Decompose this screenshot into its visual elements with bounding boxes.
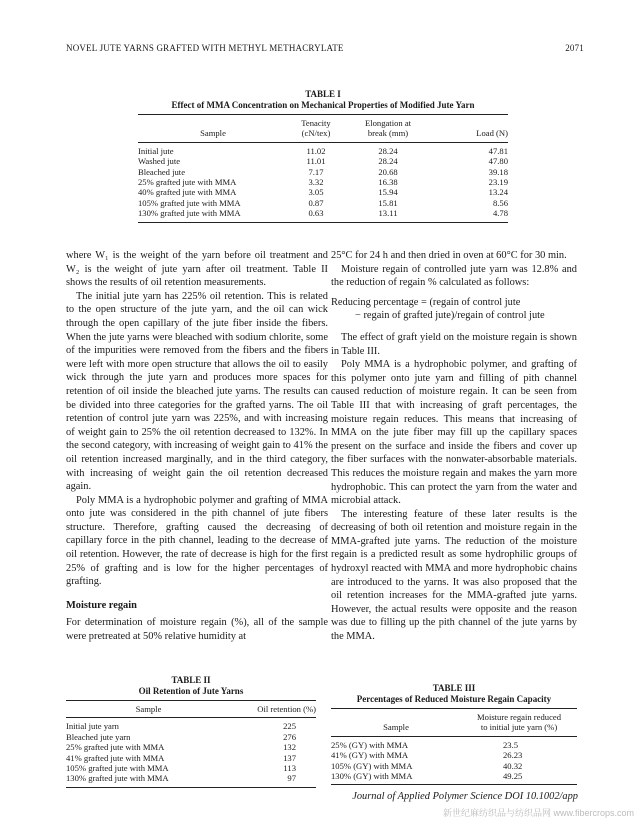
table-3-title: Percentages of Reduced Moisture Regain Capacity	[356, 694, 552, 704]
table-row: 105% grafted jute with MMA 113	[66, 763, 296, 774]
page-number: 2071	[565, 43, 584, 53]
left-paragraph-1: where W₁ is the weight of the yarn before oil treatment and W₂ is the weight of jute yarn after oil treatment. Table II shows the results of oil retention measurements.	[66, 250, 328, 289]
table-1-header-elongation-1: Elongation at	[364, 118, 412, 128]
table-3-grid	[331, 708, 577, 785]
table-row: 40% grafted jute with MMA 3.05 15.94 13.24	[138, 187, 508, 198]
table-3-header-value-1: Moisture regain reduced	[477, 712, 561, 722]
table-3-label: TABLE III	[432, 683, 476, 693]
table-1-header-tenacity-2: (cN/tex)	[301, 128, 331, 139]
table-row: Bleached jute 7.17 20.68 39.18	[138, 166, 508, 177]
table-2-label: TABLE II	[171, 675, 211, 685]
left-column	[66, 249, 328, 644]
table-3-header-sample: Sample	[383, 722, 409, 733]
table-2-header-value: Oil retention (%)	[257, 704, 316, 714]
running-header-title: NOVEL JUTE YARNS GRAFTED WITH METHYL METHACRYLATE	[66, 43, 344, 53]
table-row: 41% (GY) with MMA 26.23	[331, 750, 523, 761]
table-1-body	[138, 142, 508, 222]
section-heading-moisture-regain: Moisture regain	[66, 599, 137, 611]
table-1-header-elongation-2: break (mm)	[367, 128, 409, 139]
table-row: 105% (GY) with MMA 40.32	[331, 760, 523, 771]
table-1-header-load: Load (N)	[476, 128, 508, 139]
journal-footer: Journal of Applied Polymer Science DOI 10.1002/app	[352, 791, 578, 802]
table-row: 130% grafted jute with MMA 97	[66, 773, 316, 787]
right-paragraph-5: The interesting feature of these later results is the decreasing of both oil retention and moisture regain in the MMA-grafted jute yarns. The reduction of the moisture regain is a predicted result as some hydrophilic groups of hydroxyl reacted with MMA and more hydrophobic chains are introduced to the yarns. It was also proposed that the oil retention increases for the MMA-grafted jute yarns. However, the actual results were opposite and the reason was due to filling up the pith channel of the jute yarns by the MMA.	[331, 508, 577, 643]
equation-line-2: − regain of grafted jute)/regain of control jute	[355, 310, 545, 322]
table-row: 130% (GY) with MMA 49.25	[331, 771, 577, 785]
left-paragraph-4: For determination of moisture regain (%), all of the sample were pretreated at 50% relative humidity at	[66, 617, 328, 643]
table-row: 105% grafted jute with MMA 0.87 15.81 8.56	[138, 197, 508, 208]
table-row: 130% grafted jute with MMA 0.63 13.11 4.78	[138, 208, 508, 222]
table-2-header-sample: Sample	[135, 704, 162, 714]
right-paragraph-2: Moisture regain of controlled jute yarn was 12.8% and the reduction of regain % calculated as follows:	[331, 263, 577, 289]
table-3-body	[331, 736, 577, 785]
table-2-body	[66, 718, 316, 787]
table-2-title: Oil Retention of Jute Yarns	[138, 686, 244, 696]
table-row: Washed jute 11.01 28.24 47.80	[138, 156, 508, 167]
table-row: 41% grafted jute with MMA 137	[66, 752, 296, 763]
left-paragraph-2: The initial jute yarn has 225% oil retention. This is related to the open structure of the jute yarn, and the oil can wick through the open capillary of the jute fiber inside the fibers. When the jute yarns were bleached with sodium chlorite, some of the impurities were removed from the fibers and the fibers were left with more open structure that allows the oil to easily wick through the jute yarn and produces more spaces for retention of oil inside the bleached jute yarns. The results can be divided into three categories for the grafted yarns. The oil retention of control jute yarn was 225%, and with increasing of weight gain to 25% the oil retention decreased to 132%. In the second category, with increasing of weight gain to 41% the oil retention increased marginally, and in the third category, with increasing of weight gain the oil retention decreased again.	[66, 290, 328, 493]
table-3-header-value-2: to initial jute yarn (%)	[480, 722, 558, 733]
equation-line-1: Reducing percentage = (regain of control jute	[331, 296, 521, 308]
table-2	[66, 675, 316, 788]
table-1-grid	[138, 114, 508, 223]
left-paragraph-3: Poly MMA is a hydrophobic polymer and grafting of MMA onto jute was considered in the pith channel of jute fibers structure. Therefore, grafting caused the decreasing of capillary force in the pith channel, leading to the decrease of oil retention. However, the rate of decrease is high for the first 25% of grafting and is low for the higher percentages of grafting.	[66, 494, 328, 588]
right-column	[331, 249, 577, 644]
table-row: Initial jute 11.02 28.24 47.81	[138, 145, 508, 156]
table-row: Bleached jute yarn 276	[66, 731, 296, 742]
table-1-label: TABLE I	[305, 89, 341, 99]
table-row: 25% grafted jute with MMA 3.32 16.38 23.19	[138, 177, 508, 188]
table-row: 25% (GY) with MMA 23.5	[331, 739, 519, 750]
table-row: Initial jute yarn 225	[66, 721, 296, 732]
table-1	[138, 89, 508, 223]
right-paragraph-1: 25°C for 24 h and then dried in oven at 60°C for 30 min.	[331, 250, 567, 261]
table-3	[331, 683, 577, 785]
table-row: 25% grafted jute with MMA 132	[66, 742, 296, 753]
right-paragraph-3: The effect of graft yield on the moisture regain is shown in Table III.	[331, 331, 577, 357]
table-1-title: Effect of MMA Concentration on Mechanical Properties of Modified Jute Yarn	[171, 100, 475, 110]
right-paragraph-4: Poly MMA is a hydrophobic polymer, and grafting of this polymer onto jute yarn and filling of pith channel caused reduction of moisture regain. It can be seen from Table III that with increasing of graft percentages, the moisture regain reduces. This means that increasing of MMA on the jute fiber may fill up the capillary spaces present on the surface and inside the fibers and cover up the fiber surfaces with the nonwater-absorbable materials. This reduces the moisture regain and makes the yarn more hydrophobic. This can protect the yarn from the water and microbial attack.	[331, 359, 577, 507]
equation	[331, 296, 577, 323]
table-1-header-tenacity-1: Tenacity	[301, 118, 331, 128]
table-1-header-sample: Sample	[200, 128, 226, 139]
watermark: 新世纪麻纺织品与纺织品网 www.fibercrops.com	[442, 808, 634, 818]
table-2-grid	[66, 700, 316, 788]
